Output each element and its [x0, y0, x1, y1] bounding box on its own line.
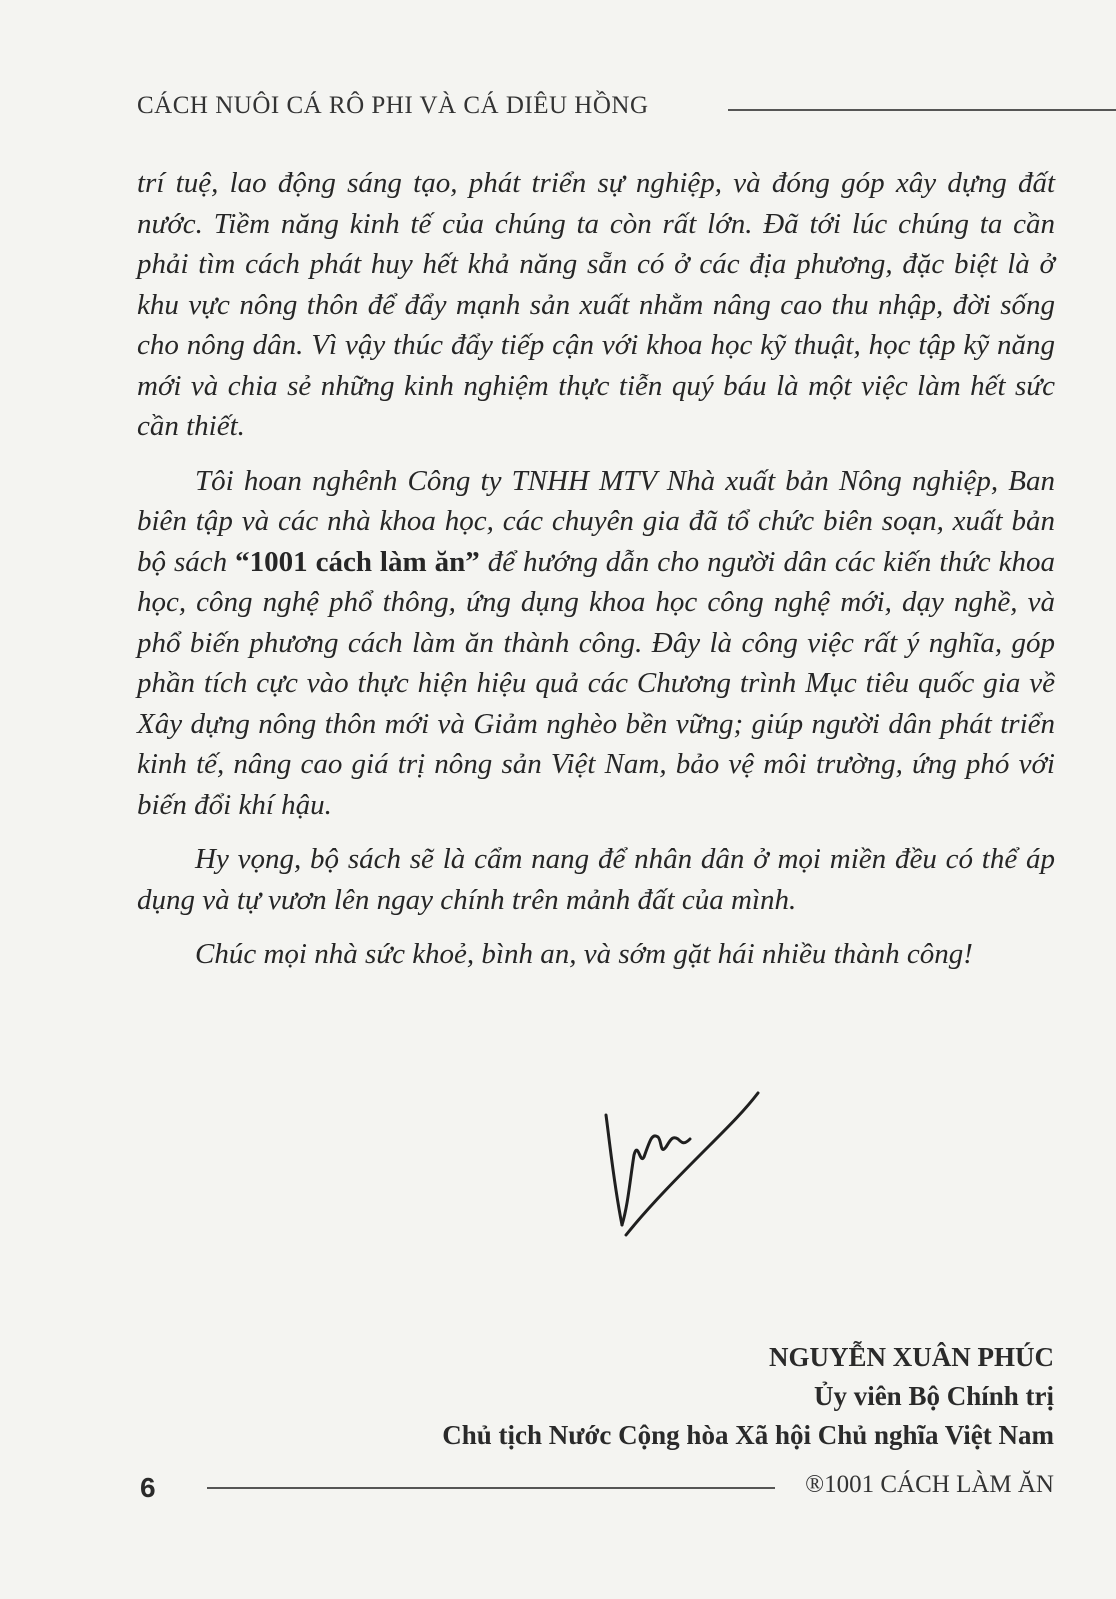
- series-title: ®1001 CÁCH LÀM ĂN: [805, 1471, 1054, 1498]
- signature-block: [442, 1338, 1054, 1455]
- paragraph-4: Chúc mọi nhà sức khoẻ, bình an, và sớm gặt hái nhiều thành công!: [195, 938, 973, 970]
- page-number: 6: [140, 1472, 156, 1503]
- signatory-position-2: Chủ tịch Nước Cộng hòa Xã hội Chủ nghĩa Việt Nam: [442, 1420, 1054, 1450]
- paragraph-3: Hy vọng, bộ sách sẽ là cẩm nang để nhân dân ở mọi miền đều có thể áp dụng và tự vươn lên ngay chính trên mảnh đất của mình.: [137, 843, 1055, 916]
- paragraph-2-text-end: để hướng dẫn cho người dân các kiến thức khoa học, công nghệ phổ thông, ứng dụng khoa học công nghệ mới, dạy nghề, và phổ biến phương cách làm ăn thành công. Đây là công việc rất ý nghĩa, góp phần tích cực vào thực hiện hiệu quả các Chương trình Mục tiêu quốc gia về Xây dựng nông thôn mới và Giảm nghèo bền vững; giúp người dân phát triển kinh tế, nâng cao giá trị nông sản Việt Nam, bảo vệ môi trường, ứng phó với biến đổi khí hậu.: [137, 545, 1055, 821]
- header-rule: [728, 109, 1116, 111]
- body-text: [137, 163, 1055, 989]
- paragraph-1: trí tuệ, lao động sáng tạo, phát triển sự nghiệp, và đóng góp xây dựng đất nước. Tiềm năng kinh tế của chúng ta còn rất lớn. Đã tới lúc chúng ta cần phải tìm cách phát huy hết khả năng sẵn có ở các địa phương, đặc biệt là ở khu vực nông thôn để đẩy mạnh sản xuất nhằm nâng cao thu nhập, đời sống cho nông dân. Vì vậy thúc đẩy tiếp cận với khoa học kỹ thuật, học tập kỹ năng mới và chia sẻ những kinh nghiệm thực tiễn quý báu là một việc làm hết sức cần thiết.: [137, 167, 1055, 442]
- signatory-position-1: Ủy viên Bộ Chính trị: [813, 1381, 1054, 1411]
- paragraph-2-text-start: Tôi hoan nghênh Công ty TNHH MTV Nhà xuất bản Nông nghiệp, Ban biên tập và các nhà khoa học, các chuyên gia đã tổ chức biên soạn, xuất bản bộ sách: [137, 464, 1055, 578]
- paragraph-2: [137, 461, 1055, 826]
- book-series-title: “1001 cách làm ăn”: [235, 545, 480, 578]
- running-header: CÁCH NUÔI CÁ RÔ PHI VÀ CÁ DIÊU HỒNG: [137, 92, 649, 119]
- footer-rule: [207, 1487, 775, 1489]
- handwritten-signature: [600, 1085, 760, 1260]
- signatory-name: NGUYỄN XUÂN PHÚC: [769, 1342, 1054, 1372]
